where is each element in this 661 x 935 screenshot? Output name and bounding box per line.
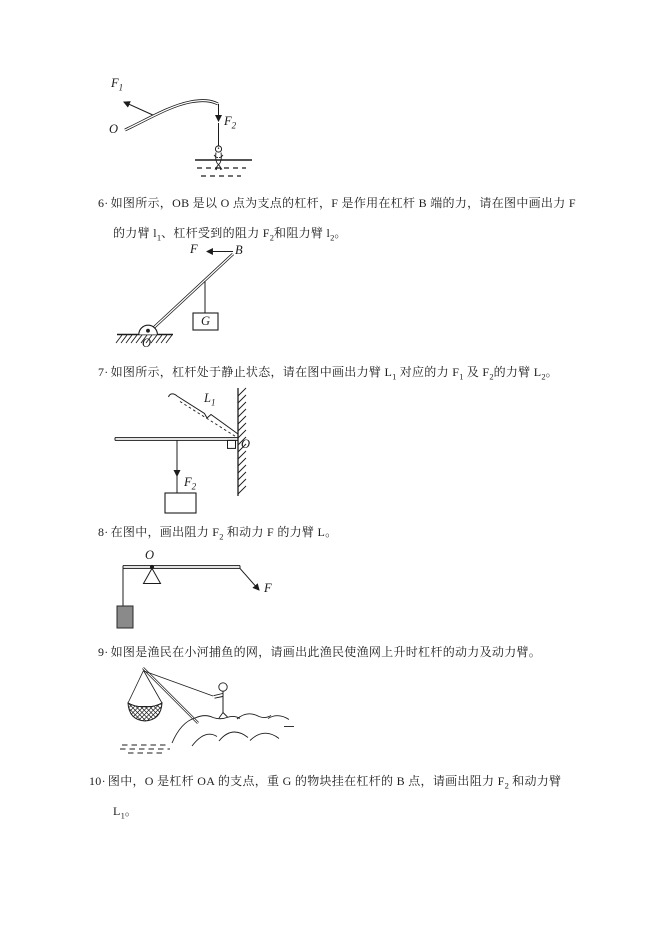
problem-9-line-1 <box>98 645 541 660</box>
fisherman-drawing <box>214 683 228 718</box>
problem-9-text: 如图是渔民在小河捕鱼的网，请画出此渔民使渔网上升时杠杆的动力及动力臂。 <box>110 645 542 659</box>
label-force-f2: $F_2$ <box>224 114 237 131</box>
label-arm-l1: $L_1$ <box>204 391 216 408</box>
problem-9-number: 9· <box>98 645 109 659</box>
problem-7-text: 如图所示，杠杆处于静止状态，请在图中画出力臂 $L_1$ 对应的力 $F_1$ 及 $F_2$的力臂 $L_2$。 <box>110 365 558 382</box>
problem-10-number: 10· <box>89 774 106 788</box>
problem-8-line-1 <box>98 525 337 540</box>
figure-seesaw-lever <box>113 548 288 633</box>
problem-8-text: 在图中，画出阻力 $F_2$ 和动力 F 的力臂 L。 <box>110 525 338 542</box>
problem-10-line-2: $L_1$。 <box>113 804 138 821</box>
wall-lever-drawing <box>108 386 263 518</box>
fishing-net-drawing <box>115 663 300 760</box>
problem-10-line-1 <box>89 774 561 789</box>
figure-inclined-lever <box>113 240 353 360</box>
label-pivot-o: O <box>142 336 152 350</box>
problem-7-number: 7· <box>98 365 109 379</box>
problem-8-number: 8· <box>98 525 109 539</box>
problem-6-line-2: 的力臂 $l_1$、杠杆受到的阻力 $F_2$和阻力臂 $l_2$。 <box>113 226 347 243</box>
figure-fishing-net <box>115 663 300 760</box>
label-weight-g: G <box>200 314 211 328</box>
label-pivot-o: O <box>109 122 119 136</box>
label-force-f1: $F_1$ <box>111 76 124 93</box>
problem-6-text: 如图所示，OB 是以 O 点为支点的杠杆，F 是作用在杠杆 B 端的力，请在图中画出力 F <box>110 196 576 210</box>
problem-10-text: 图中，O 是杠杆 OA 的支点，重 G 的物块挂在杠杆的 B 点，请画出阻力 $F_2$ 和动力臂 <box>107 774 562 791</box>
problem-6-number: 6· <box>98 196 109 210</box>
label-force-f: F <box>264 581 272 595</box>
label-force-f2: $F_2$ <box>184 475 197 492</box>
label-pivot-o: O <box>241 437 251 451</box>
seesaw-lever-drawing <box>113 548 288 633</box>
label-force-f: F <box>190 242 198 256</box>
figure-wall-lever <box>108 386 263 518</box>
label-point-b: B <box>235 243 243 257</box>
label-pivot-o: O <box>145 548 155 562</box>
problem-6-line-1 <box>98 196 576 211</box>
problem-7-line-1 <box>98 365 558 380</box>
fish-drawing <box>214 146 223 170</box>
figure-fishing-rod <box>95 73 260 185</box>
